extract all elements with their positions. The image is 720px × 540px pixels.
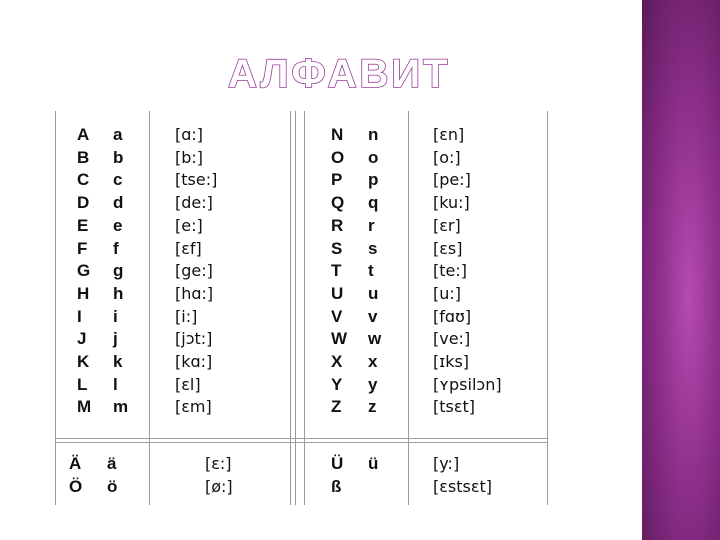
table-row xyxy=(55,452,548,475)
lowercase-letter: v xyxy=(368,306,378,326)
pronunciation: [ge:] xyxy=(175,261,213,281)
lowercase-letter: y xyxy=(368,374,378,394)
uppercase-letter: B xyxy=(77,147,90,167)
uppercase-letter: O xyxy=(331,147,345,167)
pronunciation: [ku:] xyxy=(433,193,470,213)
table-row xyxy=(55,475,548,498)
pronunciation: [fɑʊ] xyxy=(433,306,472,326)
pronunciation: [ɛm] xyxy=(175,397,212,417)
lowercase-letter: i xyxy=(113,306,118,326)
pronunciation: [hɑ:] xyxy=(175,283,214,303)
uppercase-letter: Q xyxy=(331,193,345,213)
pronunciation: [jɔt:] xyxy=(175,329,213,349)
uppercase-letter: R xyxy=(331,215,344,235)
table-row xyxy=(55,168,548,191)
uppercase-letter: L xyxy=(77,374,88,394)
lowercase-letter: t xyxy=(368,261,374,281)
pronunciation: [ʏpsilɔn] xyxy=(433,374,502,394)
lowercase-letter: w xyxy=(368,329,382,349)
table-row xyxy=(55,191,548,214)
lowercase-letter: a xyxy=(113,125,123,144)
lowercase-letter: o xyxy=(368,147,379,167)
lowercase-letter: u xyxy=(368,283,379,303)
uppercase-letter: Y xyxy=(331,374,343,394)
pronunciation: [ve:] xyxy=(433,329,471,349)
pronunciation: [y:] xyxy=(433,454,460,473)
uppercase-letter: Z xyxy=(331,397,342,417)
pronunciation: [u:] xyxy=(433,283,462,303)
lowercase-letter: c xyxy=(113,170,123,190)
pronunciation: [te:] xyxy=(433,261,467,281)
lowercase-letter: r xyxy=(368,215,375,235)
lowercase-letter: j xyxy=(113,329,118,349)
lowercase-letter: g xyxy=(113,261,124,281)
table-row xyxy=(55,373,548,396)
lowercase-letter: d xyxy=(113,193,124,213)
uppercase-letter: W xyxy=(331,329,348,349)
section-divider xyxy=(55,438,548,439)
lowercase-letter: ä xyxy=(107,454,117,473)
uppercase-letter: X xyxy=(331,352,343,371)
uppercase-letter: Ö xyxy=(69,477,83,496)
pronunciation: [ɛr] xyxy=(433,215,461,235)
uppercase-letter: Ä xyxy=(69,454,82,473)
pronunciation: [tse:] xyxy=(175,170,218,190)
uppercase-letter: ß xyxy=(331,477,342,496)
uppercase-letter: S xyxy=(331,238,343,258)
lowercase-letter: ö xyxy=(107,477,118,496)
uppercase-letter: Ü xyxy=(331,454,344,473)
uppercase-letter: K xyxy=(77,352,90,371)
table-row xyxy=(55,237,548,260)
pronunciation: [ɪks] xyxy=(433,352,470,371)
uppercase-letter: F xyxy=(77,238,88,258)
table-row xyxy=(55,259,548,282)
table-row xyxy=(55,350,548,373)
pronunciation: [o:] xyxy=(433,147,461,167)
uppercase-letter: U xyxy=(331,283,344,303)
pronunciation: [kɑ:] xyxy=(175,352,213,371)
pronunciation: [ɛ:] xyxy=(205,454,232,473)
uppercase-letter: I xyxy=(77,306,82,326)
lowercase-letter: q xyxy=(368,193,379,213)
uppercase-letter: V xyxy=(331,306,343,326)
pronunciation: [ɛs] xyxy=(433,238,463,258)
table-row xyxy=(55,395,548,418)
table-row xyxy=(55,327,548,350)
uppercase-letter: H xyxy=(77,283,90,303)
lowercase-letter: f xyxy=(113,238,119,258)
uppercase-letter: T xyxy=(331,261,342,281)
pronunciation: [ɛl] xyxy=(175,374,201,394)
lowercase-letter: s xyxy=(368,238,378,258)
section-divider xyxy=(55,442,548,443)
pronunciation: [pe:] xyxy=(433,170,471,190)
slide-title: АЛФАВИТ xyxy=(228,52,451,96)
pronunciation: [ɛn] xyxy=(433,125,465,144)
table-row xyxy=(55,123,548,146)
table-row xyxy=(55,146,548,169)
uppercase-letter: N xyxy=(331,125,344,144)
uppercase-letter: P xyxy=(331,170,343,190)
uppercase-letter: J xyxy=(77,329,87,349)
uppercase-letter: E xyxy=(77,215,89,235)
alphabet-table xyxy=(55,111,548,505)
lowercase-letter: e xyxy=(113,215,123,235)
pronunciation: [ɛstsɛt] xyxy=(433,477,492,496)
pronunciation: [ø:] xyxy=(205,477,233,496)
lowercase-letter: z xyxy=(368,397,377,417)
table-row xyxy=(55,214,548,237)
pronunciation: [i:] xyxy=(175,306,198,326)
lowercase-letter: k xyxy=(113,352,123,371)
pronunciation: [de:] xyxy=(175,193,213,213)
table-row xyxy=(55,282,548,305)
decorative-side-band xyxy=(642,0,720,540)
pronunciation: [ɑ:] xyxy=(175,125,204,144)
lowercase-letter: l xyxy=(113,374,118,394)
pronunciation: [ɛf] xyxy=(175,238,202,258)
uppercase-letter: G xyxy=(77,261,91,281)
table-row xyxy=(55,305,548,328)
uppercase-letter: C xyxy=(77,170,90,190)
lowercase-letter: n xyxy=(368,125,379,144)
pronunciation: [tsɛt] xyxy=(433,397,476,417)
lowercase-letter: m xyxy=(113,397,129,417)
lowercase-letter: p xyxy=(368,170,379,190)
lowercase-letter: h xyxy=(113,283,124,303)
uppercase-letter: M xyxy=(77,397,92,417)
pronunciation: [b:] xyxy=(175,147,204,167)
lowercase-letter: ü xyxy=(368,454,379,473)
lowercase-letter: x xyxy=(368,352,378,371)
lowercase-letter: b xyxy=(113,147,124,167)
uppercase-letter: D xyxy=(77,193,90,213)
pronunciation: [e:] xyxy=(175,215,203,235)
uppercase-letter: A xyxy=(77,125,90,144)
